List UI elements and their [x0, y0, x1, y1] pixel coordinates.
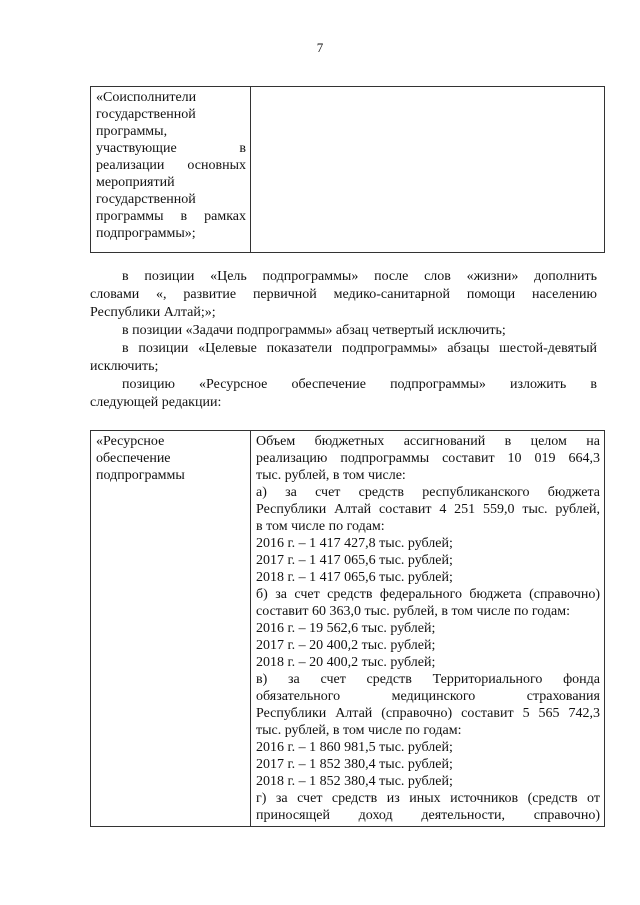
text-line: в позиции «Цель подпрограммы» после слов «жизни» дополнить	[122, 269, 597, 284]
table-row	[91, 87, 605, 253]
cell-line: тыс. рублей, в том числе по годам:	[256, 723, 462, 738]
text-line: в позиции «Задачи подпрограммы» абзац четвертый исключить;	[122, 323, 506, 338]
cell-line: подпрограммы	[96, 468, 185, 483]
cell-line: участвующие в	[96, 141, 246, 156]
cell-line: а) за счет средств республиканского бюджета	[256, 485, 600, 500]
cell-line: «Соисполнители	[96, 90, 197, 105]
cell-line: Объем бюджетных ассигнований в целом на	[256, 434, 600, 449]
funding-table	[90, 430, 605, 827]
cell-line: Республики Алтай (справочно) составит 5 565 742,3	[256, 706, 600, 721]
cell-line: составит 60 363,0 тыс. рублей, в том числе по годам:	[256, 604, 570, 619]
text-line: Республики Алтай;»;	[90, 305, 216, 320]
cell-line: программы,	[96, 124, 168, 139]
cell-line: тыс. рублей, в том числе:	[256, 468, 406, 483]
cell-line: 2018 г. – 1 417 065,6 тыс. рублей;	[256, 570, 453, 585]
cell-line: 2017 г. – 20 400,2 тыс. рублей;	[256, 638, 436, 653]
cell-line: 2018 г. – 20 400,2 тыс. рублей;	[256, 655, 436, 670]
funding-value-cell	[251, 431, 605, 827]
cell-line: в) за счет средств Территориального фонда	[256, 672, 600, 687]
cell-line: обеспечение	[96, 451, 171, 466]
table-row	[91, 431, 605, 827]
coexecutors-label-cell	[91, 87, 251, 253]
cell-line: государственной	[96, 192, 196, 207]
cell-line: 2016 г. – 1 860 981,5 тыс. рублей;	[256, 740, 453, 755]
cell-line: приносящей доход деятельности, справочно)	[256, 808, 600, 823]
cell-line: г) за счет средств из иных источников (средств от	[256, 791, 600, 806]
cell-line: 2017 г. – 1 852 380,4 тыс. рублей;	[256, 757, 453, 772]
page-number: 7	[316, 40, 324, 55]
cell-line: «Ресурсное	[96, 434, 165, 449]
cell-line: мероприятий	[96, 175, 175, 190]
cell-line: программы в рамках	[96, 209, 246, 224]
cell-line: реализации основных	[96, 158, 246, 173]
text-line: позицию «Ресурсное обеспечение подпрограммы» изложить в	[122, 377, 597, 392]
coexecutors-value-cell	[251, 87, 605, 253]
cell-line: 2016 г. – 1 417 427,8 тыс. рублей;	[256, 536, 453, 551]
cell-line: реализацию подпрограммы составит 10 019 664,3	[256, 451, 600, 466]
funding-label-cell	[91, 431, 251, 827]
cell-line: 2018 г. – 1 852 380,4 тыс. рублей;	[256, 774, 453, 789]
text-line: исключить;	[90, 359, 159, 374]
cell-line: в том числе по годам:	[256, 519, 385, 534]
cell-line: Республики Алтай составит 4 251 559,0 тыс. рублей,	[256, 502, 600, 517]
text-line: в позиции «Целевые показатели подпрограммы» абзацы шестой-девятый	[122, 341, 597, 356]
cell-line: б) за счет средств федерального бюджета (справочно)	[256, 587, 600, 602]
text-line: следующей редакции:	[90, 395, 222, 410]
cell-line: обязательного медицинского страхования	[256, 689, 600, 704]
cell-line: подпрограммы»;	[96, 226, 196, 241]
amendment-text	[90, 268, 597, 412]
cell-line: 2017 г. – 1 417 065,6 тыс. рублей;	[256, 553, 453, 568]
text-line: словами «, развитие первичной медико-санитарной помощи населению	[90, 287, 597, 302]
coexecutors-table	[90, 86, 605, 253]
cell-line: государственной	[96, 107, 196, 122]
cell-line: 2016 г. – 19 562,6 тыс. рублей;	[256, 621, 436, 636]
